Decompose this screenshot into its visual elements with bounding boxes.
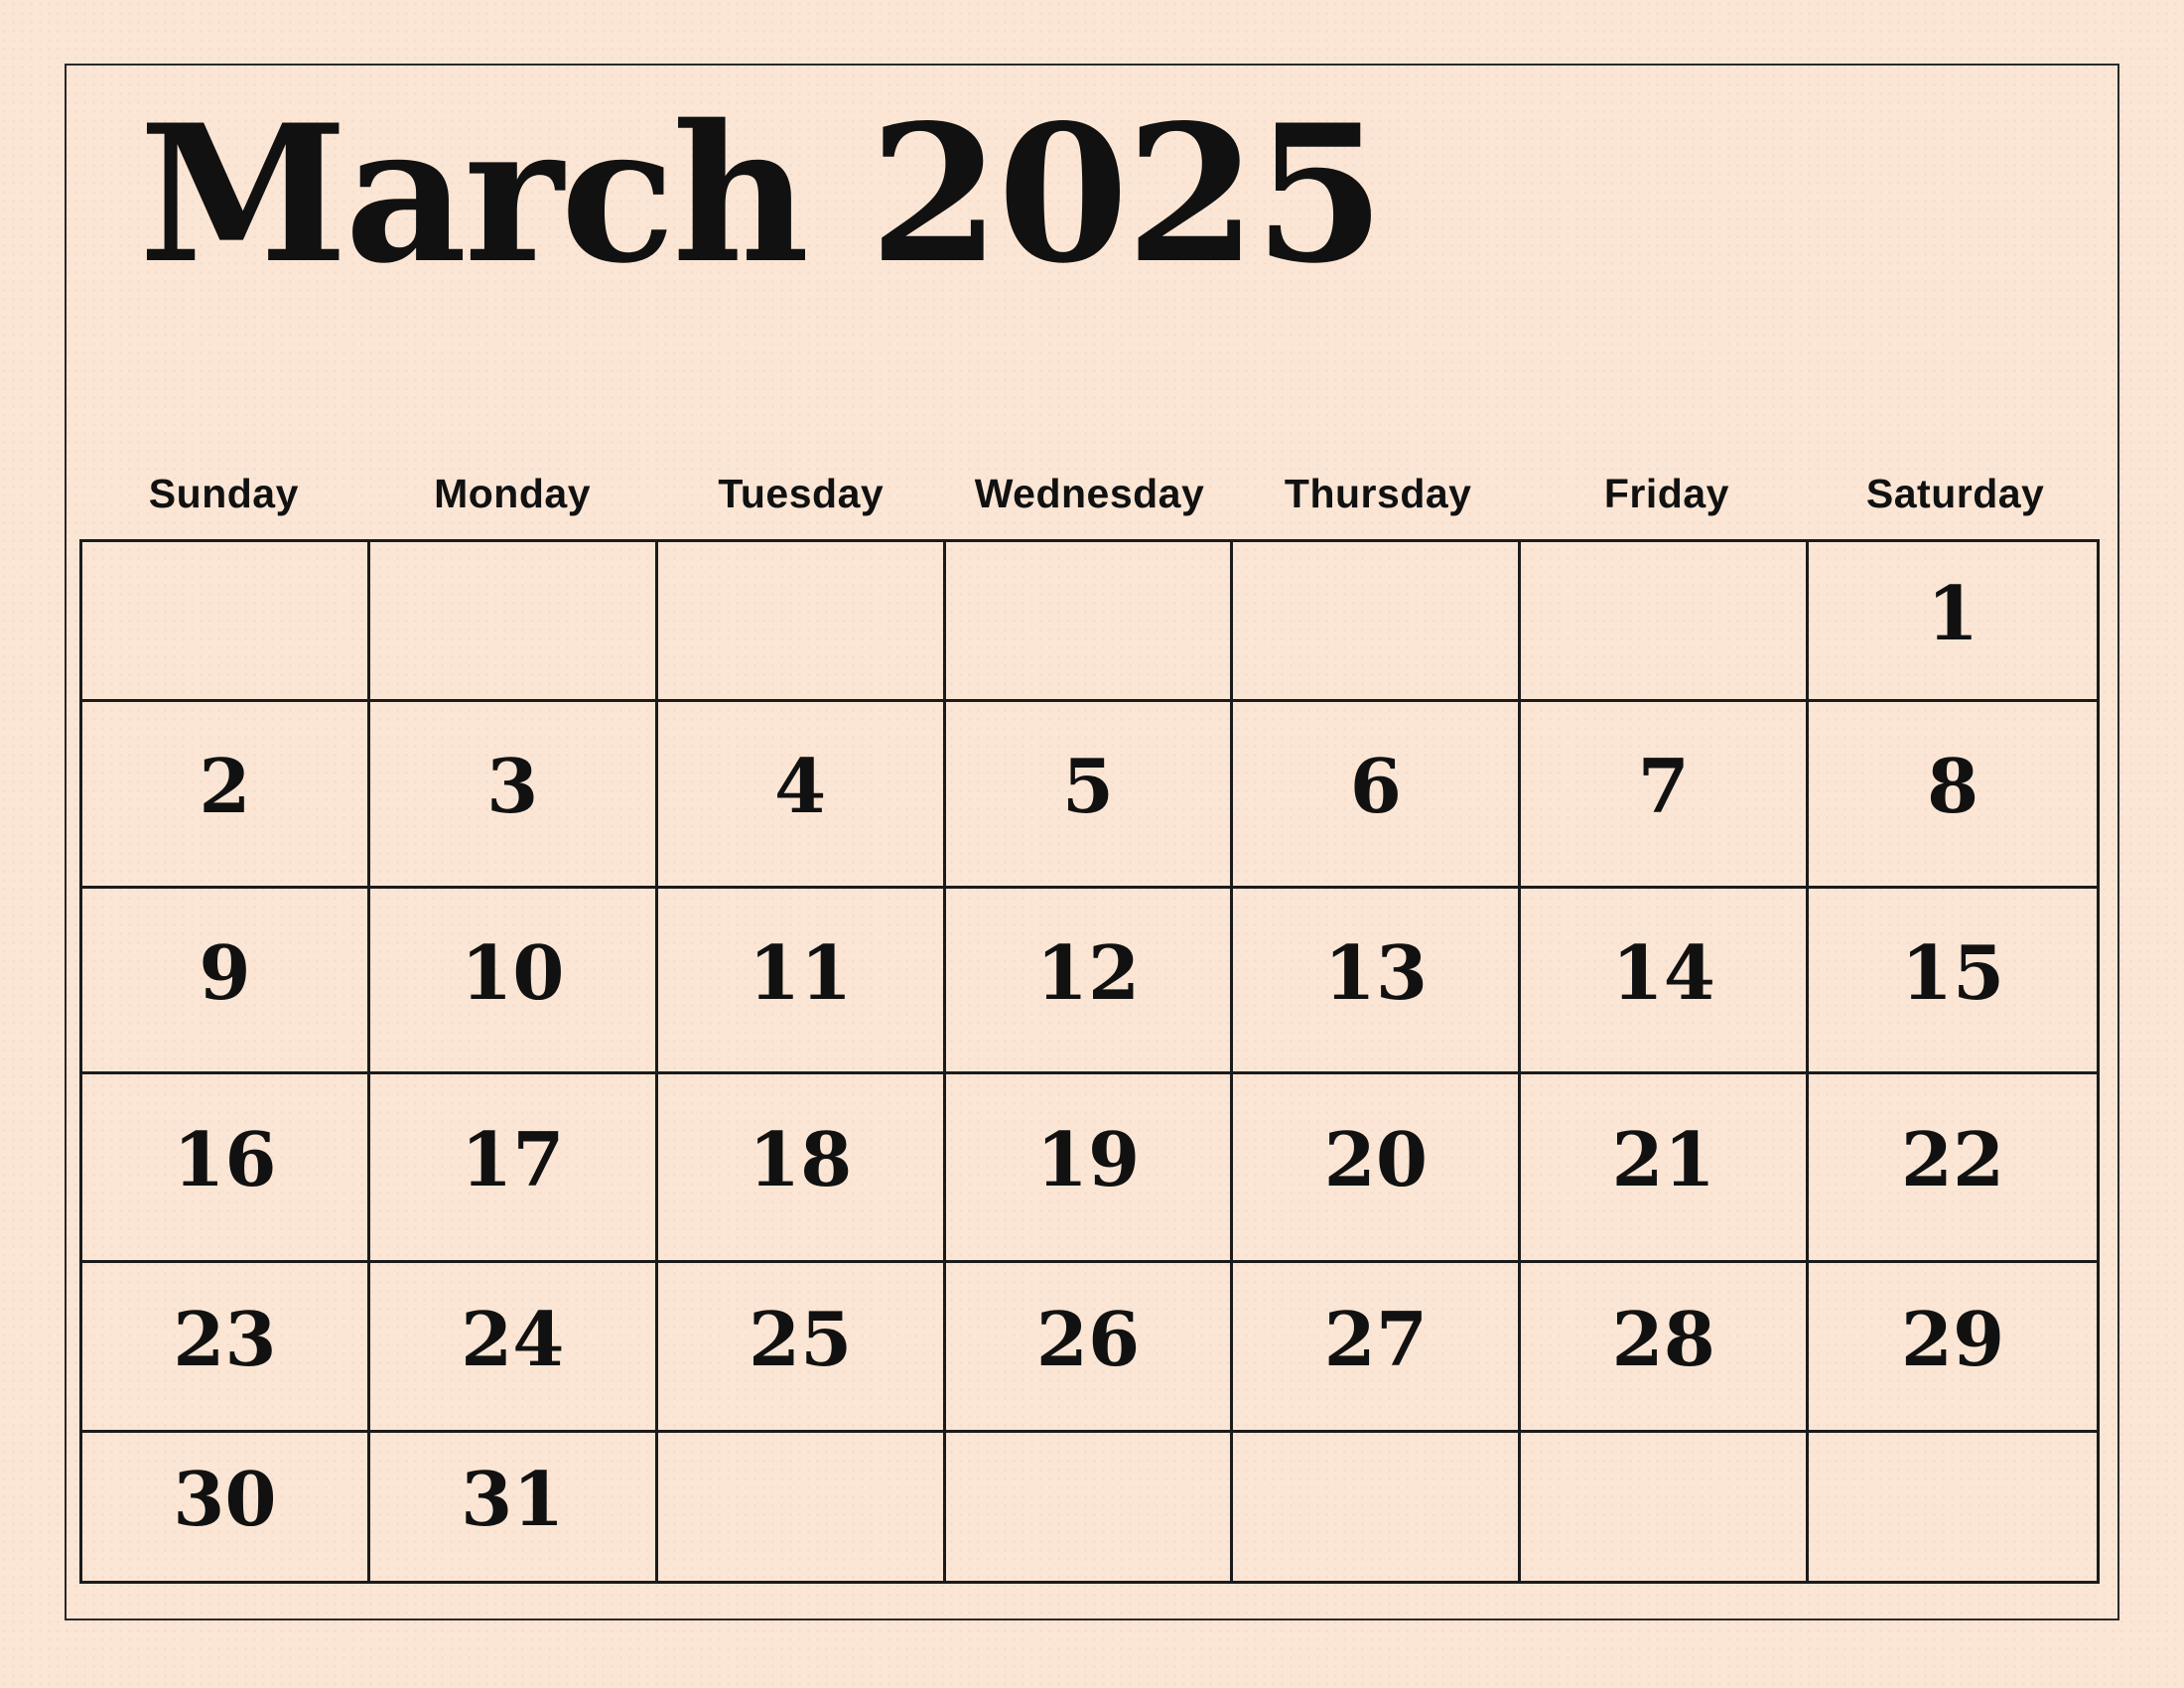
day-cell: [1233, 889, 1521, 1074]
day-cell: [1521, 1433, 1809, 1581]
day-number: 10: [461, 928, 565, 1017]
day-header-wednesday: Wednesday: [974, 471, 1205, 516]
day-number: 31: [461, 1456, 565, 1543]
day-number: 8: [1926, 743, 1979, 830]
day-number: 19: [1035, 1116, 1141, 1203]
day-cell: [82, 889, 370, 1074]
day-number: 30: [173, 1456, 277, 1543]
day-header-friday: Friday: [1603, 471, 1729, 516]
day-header-row: [79, 471, 2100, 516]
day-number: 21: [1611, 1116, 1715, 1203]
day-number: 26: [1035, 1295, 1141, 1383]
day-cell: [1233, 702, 1521, 889]
day-cell: [1233, 1074, 1521, 1263]
day-cell: [82, 1263, 370, 1433]
day-cell: [370, 1433, 658, 1581]
day-number: 17: [461, 1116, 565, 1203]
day-number: 12: [1035, 928, 1141, 1017]
day-cell: [82, 542, 370, 702]
day-number: 5: [1061, 743, 1115, 830]
day-number: 28: [1611, 1295, 1715, 1383]
day-number: 27: [1323, 1295, 1429, 1383]
calendar-title: March 2025: [139, 83, 1383, 305]
day-number: 6: [1349, 743, 1402, 830]
day-number: 13: [1323, 928, 1429, 1017]
day-cell: [82, 702, 370, 889]
day-number: 24: [461, 1295, 565, 1383]
day-cell: [1521, 889, 1809, 1074]
day-header-tuesday: Tuesday: [718, 471, 885, 516]
day-number: 1: [1926, 569, 1979, 657]
day-cell: [82, 1074, 370, 1263]
day-number: 11: [748, 928, 853, 1017]
day-cell: [946, 542, 1234, 702]
day-header-thursday: Thursday: [1284, 471, 1472, 516]
day-header-saturday: Saturday: [1865, 471, 2045, 516]
day-cell: [1809, 1074, 2097, 1263]
day-number: 4: [774, 743, 827, 830]
day-cell: [658, 542, 946, 702]
day-cell: [658, 1074, 946, 1263]
day-number: 14: [1611, 928, 1715, 1017]
day-cell: [370, 1263, 658, 1433]
day-number: 23: [173, 1295, 277, 1383]
day-header-sunday: Sunday: [148, 471, 299, 516]
day-cell: [1521, 542, 1809, 702]
day-cell: [1809, 1433, 2097, 1581]
day-cell: [1809, 702, 2097, 889]
day-cell: [82, 1433, 370, 1581]
day-number: 15: [1900, 928, 2005, 1017]
day-cell: [946, 1263, 1234, 1433]
day-number: 18: [748, 1116, 853, 1203]
day-cell: [1809, 889, 2097, 1074]
day-cell: [370, 542, 658, 702]
day-cell: [1233, 542, 1521, 702]
day-cell: [1233, 1263, 1521, 1433]
day-number: 20: [1323, 1116, 1429, 1203]
day-cell: [1233, 1433, 1521, 1581]
day-cell: [946, 1074, 1234, 1263]
day-cell: [658, 889, 946, 1074]
day-number: 9: [199, 928, 251, 1017]
day-cell: [1521, 1263, 1809, 1433]
day-cell: [1521, 1074, 1809, 1263]
day-cell: [1521, 702, 1809, 889]
day-cell: [1809, 542, 2097, 702]
day-cell: [370, 889, 658, 1074]
day-cell: [370, 702, 658, 889]
day-cell: [946, 1433, 1234, 1581]
day-cell: [946, 702, 1234, 889]
day-cell: [658, 1263, 946, 1433]
day-number: 2: [199, 743, 251, 830]
calendar-grid: [79, 539, 2100, 1584]
day-number: 3: [486, 743, 539, 830]
day-cell: [658, 1433, 946, 1581]
day-cell: [658, 702, 946, 889]
day-number: 22: [1900, 1116, 2005, 1203]
day-cell: [370, 1074, 658, 1263]
day-number: 29: [1900, 1295, 2005, 1383]
day-cell: [1809, 1263, 2097, 1433]
day-header-monday: Monday: [434, 471, 592, 516]
day-cell: [946, 889, 1234, 1074]
day-number: 16: [173, 1116, 277, 1203]
day-number: 25: [748, 1295, 853, 1383]
day-number: 7: [1637, 743, 1690, 830]
